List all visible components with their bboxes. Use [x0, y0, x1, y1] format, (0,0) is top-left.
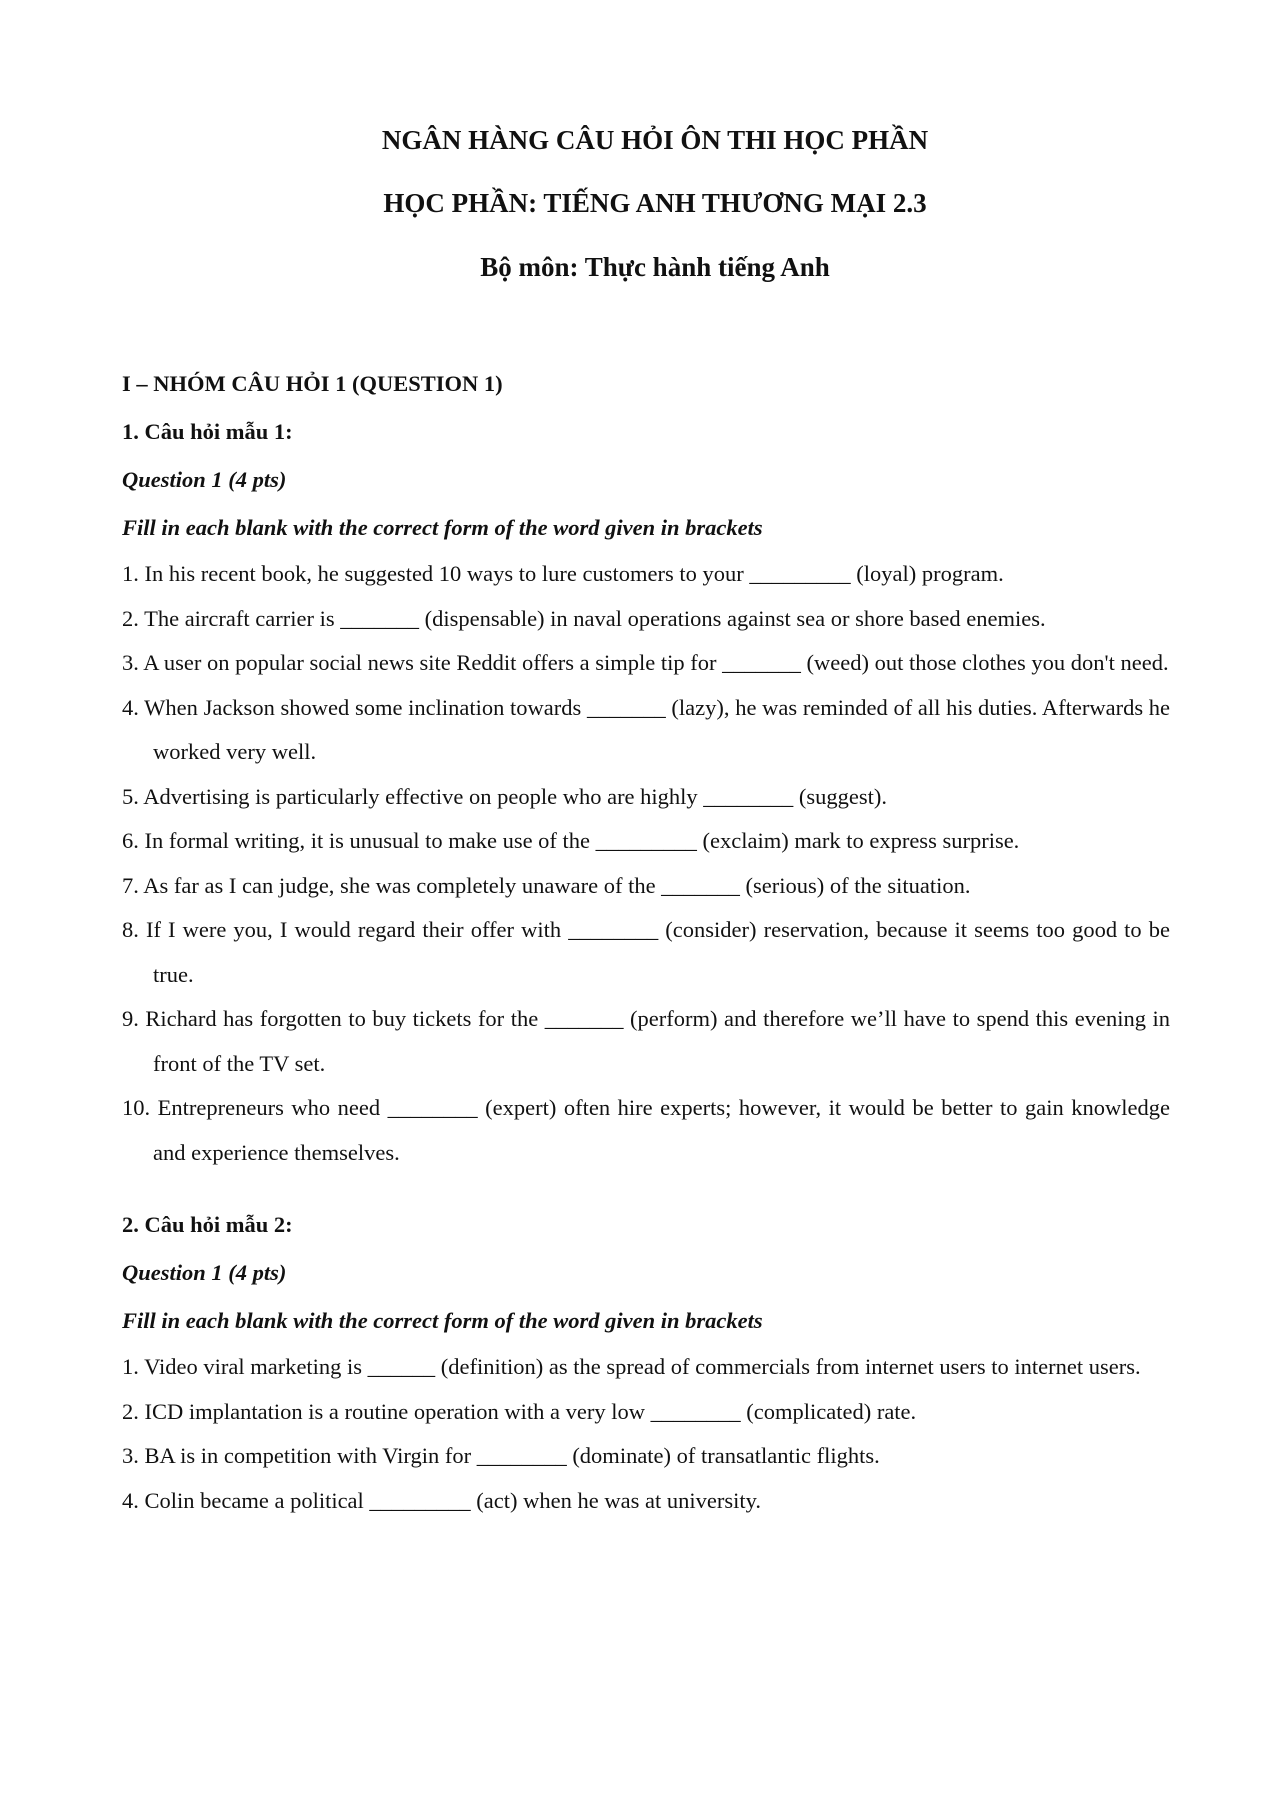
- question-item: 4. Colin became a political _________ (act) when he was at university.: [122, 1487, 761, 1513]
- question-item: 6. In formal writing, it is unusual to make use of the _________ (exclaim) mark to express surprise.: [122, 828, 1020, 853]
- question-item: 10. Entrepreneurs who need ________ (expert) often hire experts; however, it would be better to gain knowledge and experience themselves.: [122, 1095, 1170, 1165]
- question-item: 2. ICD implantation is a routine operation with a very low ________ (complicated) rate.: [122, 1398, 917, 1424]
- sample-2-heading: 2. Câu hỏi mẫu 2:: [122, 1212, 293, 1237]
- sample-2-question-title: Question 1 (4 pts): [122, 1260, 287, 1285]
- question-item: 1. In his recent book, he suggested 10 ways to lure customers to your _________ (loyal) program.: [122, 561, 1004, 586]
- question-item: 7. As far as I can judge, she was completely unaware of the _______ (serious) of the situation.: [122, 872, 971, 898]
- question-item: 3. BA is in competition with Virgin for ________ (dominate) of transatlantic flights.: [122, 1443, 880, 1468]
- question-item: 8. If I were you, I would regard their offer with ________ (consider) reservation, because it seems too good to be true.: [122, 917, 1170, 987]
- course-title: HỌC PHẦN: TIẾNG ANH THƯƠNG MẠI 2.3: [383, 188, 927, 218]
- sample-2-question-list: [122, 1345, 1170, 1523]
- question-item: 1. Video viral marketing is ______ (definition) as the spread of commercials from internet users to internet users.: [122, 1354, 1141, 1379]
- question-item: 5. Advertising is particularly effective on people who are highly ________ (suggest).: [122, 783, 888, 809]
- question-item: 4. When Jackson showed some inclination towards _______ (lazy), he was reminded of all his duties. Afterwards he worked very well.: [122, 694, 1170, 764]
- sample-2-instruction: Fill in each blank with the correct form of the word given in brackets: [122, 1308, 763, 1333]
- section-heading: I – NHÓM CÂU HỎI 1 (QUESTION 1): [122, 371, 503, 396]
- question-item: 3. A user on popular social news site Reddit offers a simple tip for _______ (weed) out those clothes you don't need.: [122, 650, 1169, 675]
- sample-1-instruction: Fill in each blank with the correct form of the word given in brackets: [122, 515, 763, 540]
- document-body: [122, 360, 1170, 1523]
- sample-1-question-title: Question 1 (4 pts): [122, 467, 287, 492]
- question-item: 9. Richard has forgotten to buy tickets for the _______ (perform) and therefore we’ll have to spend this evening in front of the TV set.: [122, 1006, 1170, 1076]
- sample-1-heading: 1. Câu hỏi mẫu 1:: [122, 419, 293, 444]
- department-title: Bộ môn: Thực hành tiếng Anh: [480, 252, 830, 282]
- question-item: 2. The aircraft carrier is _______ (dispensable) in naval operations against sea or shore based enemies.: [122, 605, 1046, 631]
- spacer: [122, 1175, 1170, 1201]
- sample-1-question-list: [122, 552, 1170, 1175]
- document-title: NGÂN HÀNG CÂU HỎI ÔN THI HỌC PHẦN: [381, 125, 929, 155]
